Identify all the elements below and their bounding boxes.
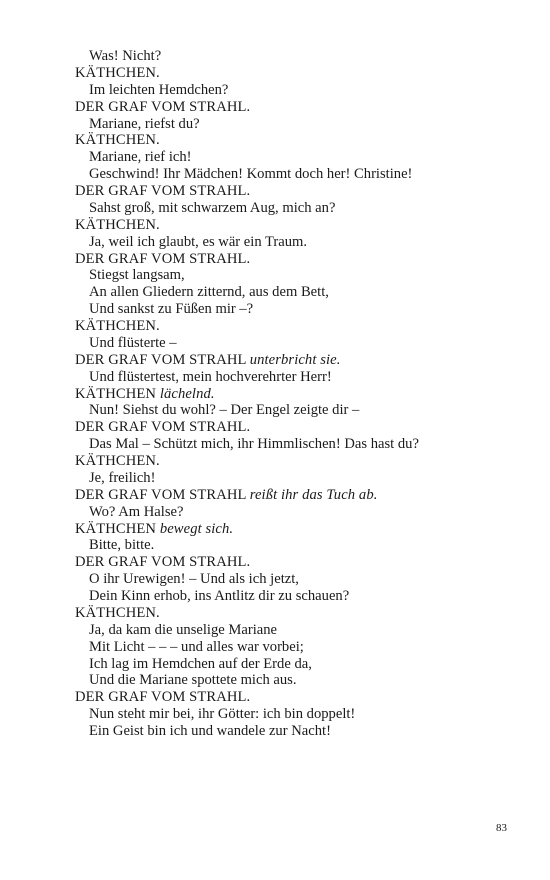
- speaker-name: KÄTHCHEN: [75, 520, 157, 537]
- page-number: 83: [496, 822, 507, 834]
- speaker-name: KÄTHCHEN: [75, 385, 157, 402]
- verse-line: Und flüsterte –: [89, 334, 177, 351]
- speaker-name: KÄTHCHEN.: [75, 132, 160, 149]
- speaker-line: [75, 554, 515, 571]
- speaker-line: [75, 352, 515, 369]
- verse-line: Wo? Am Halse?: [89, 503, 184, 520]
- verse-line: Nun steht mir bei, ihr Götter: ich bin doppelt!: [89, 706, 356, 723]
- speaker-name: DER GRAF VOM STRAHL.: [75, 250, 251, 267]
- verse-line: Nun! Siehst du wohl? – Der Engel zeigte dir –: [89, 402, 360, 419]
- speaker-line: [75, 689, 515, 706]
- speaker-name: KÄTHCHEN.: [75, 216, 160, 233]
- speaker-line: [75, 605, 515, 622]
- drama-text: [75, 48, 515, 740]
- speaker-line: [75, 386, 515, 403]
- verse-line: Dein Kinn erhob, ins Antlitz dir zu schauen?: [89, 588, 350, 604]
- verse-line: Ja, da kam die unselige Mariane: [89, 621, 278, 638]
- speaker-line: [75, 318, 515, 335]
- speaker-name: DER GRAF VOM STRAHL.: [75, 554, 251, 571]
- verse-line: O ihr Urewigen! – Und als ich jetzt,: [89, 571, 299, 588]
- speaker-name: DER GRAF VOM STRAHL.: [75, 419, 251, 436]
- verse-line: Das Mal – Schützt mich, ihr Himmlischen! Das hast du?: [89, 436, 419, 453]
- speaker-line: [75, 419, 515, 436]
- speaker-line: [75, 521, 515, 538]
- verse-line: Und sankst zu Füßen mir –?: [89, 301, 254, 318]
- verse-line: Was! Nicht?: [89, 48, 162, 64]
- verse-line: Im leichten Hemdchen?: [89, 81, 229, 98]
- speaker-name: DER GRAF VOM STRAHL.: [75, 183, 251, 199]
- speaker-line: [75, 65, 515, 82]
- verse-line: An allen Gliedern zitternd, aus dem Bett,: [89, 284, 329, 301]
- speaker-name: KÄTHCHEN.: [75, 318, 160, 334]
- verse-line: Sahst groß, mit schwarzem Aug, mich an?: [89, 199, 336, 216]
- speaker-name: DER GRAF VOM STRAHL: [75, 486, 246, 503]
- speaker-line: [75, 183, 515, 200]
- speaker-line: [75, 132, 515, 149]
- speaker-line: [75, 99, 515, 116]
- speaker-name: KÄTHCHEN.: [75, 604, 160, 621]
- speaker-name: DER GRAF VOM STRAHL.: [75, 689, 251, 706]
- stage-direction: unterbricht sie.: [249, 351, 341, 368]
- stage-direction: lächelnd.: [159, 385, 215, 402]
- speaker-line: [75, 217, 515, 234]
- speaker-line: [75, 487, 515, 504]
- verse-line: Je, freilich!: [89, 469, 156, 486]
- verse-line: Ja, weil ich glaubt, es wär ein Traum.: [89, 233, 308, 250]
- verse-line: Mariane, rief ich!: [89, 149, 192, 166]
- verse-line: Ich lag im Hemdchen auf der Erde da,: [89, 655, 312, 672]
- verse-line: Stiegst langsam,: [89, 267, 185, 284]
- verse-line: Ein Geist bin ich und wandele zur Nacht!: [89, 723, 331, 739]
- verse-line: Mit Licht – – – und alles war vorbei;: [89, 638, 304, 655]
- verse-line: Und flüstertest, mein hochverehrter Herr!: [89, 368, 332, 385]
- speaker-line: [75, 251, 515, 268]
- speaker-name: KÄTHCHEN.: [75, 64, 160, 81]
- speaker-name: KÄTHCHEN.: [75, 453, 160, 469]
- speaker-line: [75, 453, 515, 470]
- speaker-name: DER GRAF VOM STRAHL.: [75, 98, 251, 115]
- stage-direction: reißt ihr das Tuch ab.: [249, 486, 378, 503]
- stage-direction: bewegt sich.: [159, 520, 234, 537]
- verse-line: Mariane, riefst du?: [89, 115, 200, 132]
- verse-line: Und die Mariane spottete mich aus.: [89, 672, 297, 689]
- verse-line: Bitte, bitte.: [89, 537, 155, 554]
- verse-line: Geschwind! Ihr Mädchen! Kommt doch her! Christine!: [89, 166, 413, 183]
- speaker-name: DER GRAF VOM STRAHL: [75, 351, 246, 368]
